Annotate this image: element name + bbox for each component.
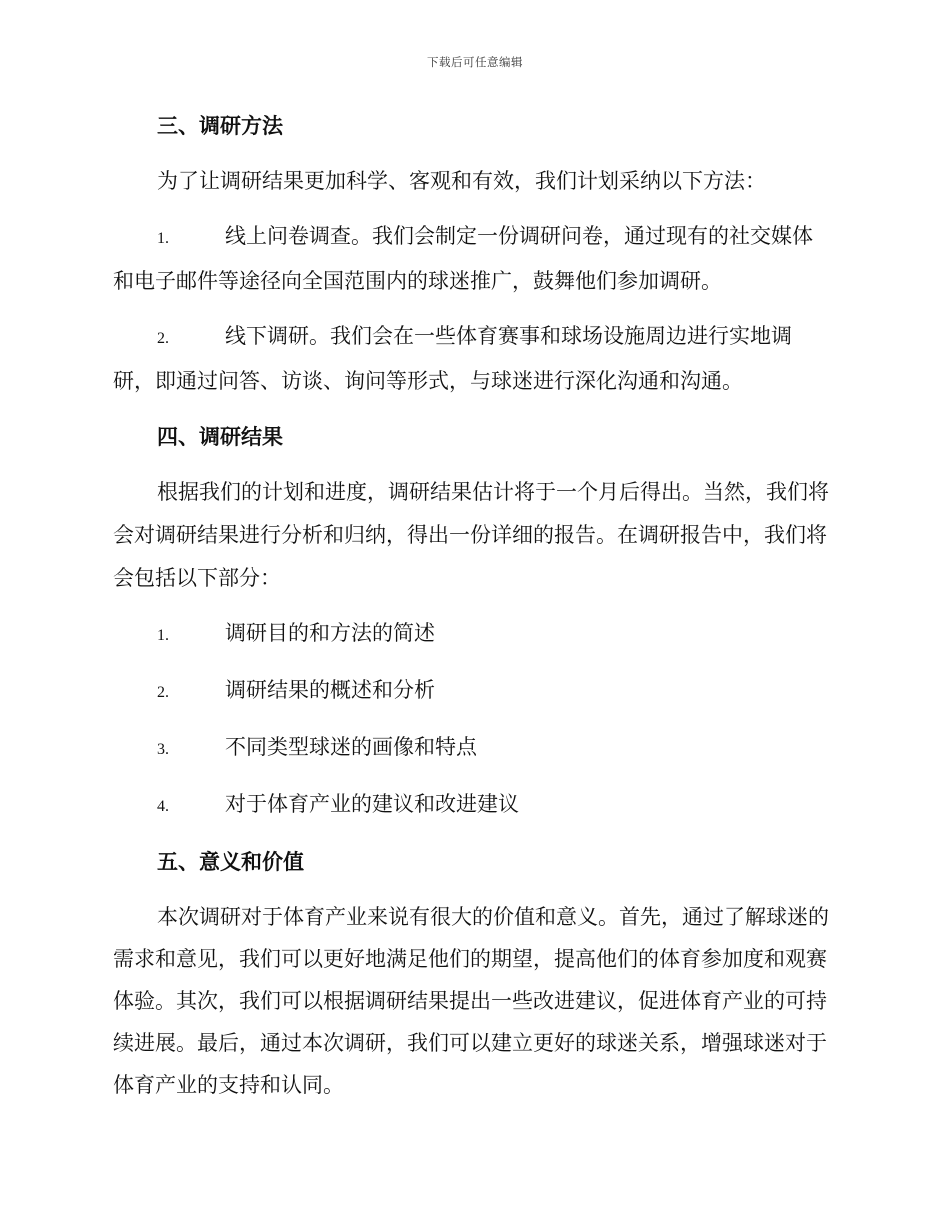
section-heading-value: 五、意义和价值 bbox=[157, 850, 304, 874]
page-header: 下载后可任意编辑 bbox=[427, 55, 523, 69]
results-intro: 根据我们的计划和进度，调研结果估计将于一个月后得出。当然，我们将会对调研结果进行分析和归纳，得出一份详细的报告。在调研报告中，我们将会包括以下部分： bbox=[113, 480, 829, 590]
section-heading-methods: 三、调研方法 bbox=[157, 114, 283, 138]
list-number: 3. bbox=[157, 741, 169, 758]
list-number: 1. bbox=[157, 230, 169, 247]
methods-list-item-1 bbox=[113, 215, 833, 303]
list-number: 1. bbox=[157, 627, 169, 644]
list-item-text: 调研目的和方法的简述 bbox=[225, 621, 435, 645]
list-item-text: 调研结果的概述和分析 bbox=[225, 678, 435, 702]
results-list-item-2 bbox=[113, 669, 833, 714]
list-item-text: 线上问卷调查。我们会制定一份调研问卷，通过现有的社交媒体和电子邮件等途径向全国范围内的球迷推广，鼓舞他们参加调研。 bbox=[113, 224, 813, 293]
methods-list-item-2 bbox=[113, 315, 833, 403]
list-item-text: 不同类型球迷的画像和特点 bbox=[225, 735, 477, 759]
methods-intro: 为了让调研结果更加科学、客观和有效，我们计划采纳以下方法： bbox=[157, 169, 766, 193]
list-number: 2. bbox=[157, 684, 169, 701]
results-list-item-1 bbox=[113, 612, 833, 657]
results-list-item-3 bbox=[113, 726, 833, 771]
results-list-item-4 bbox=[113, 783, 833, 828]
value-body: 本次调研对于体育产业来说有很大的价值和意义。首先，通过了解球迷的需求和意见，我们可以更好地满足他们的期望，提高他们的体育参加度和观赛体验。其次，我们可以根据调研结果提出一些改进建议，促进体育产业的可持续进展。最后，通过本次调研，我们可以建立更好的球迷关系，增强球迷对于体育产业的支持和认同。 bbox=[113, 905, 829, 1097]
section-heading-results: 四、调研结果 bbox=[157, 425, 283, 449]
list-item-text: 线下调研。我们会在一些体育赛事和球场设施周边进行实地调研，即通过问答、访谈、询问等形式，与球迷进行深化沟通和沟通。 bbox=[113, 324, 792, 393]
list-number: 2. bbox=[157, 330, 169, 347]
list-item-text: 对于体育产业的建议和改进建议 bbox=[225, 792, 519, 816]
document-body bbox=[113, 104, 833, 1118]
list-number: 4. bbox=[157, 798, 169, 815]
results-list bbox=[113, 612, 833, 828]
